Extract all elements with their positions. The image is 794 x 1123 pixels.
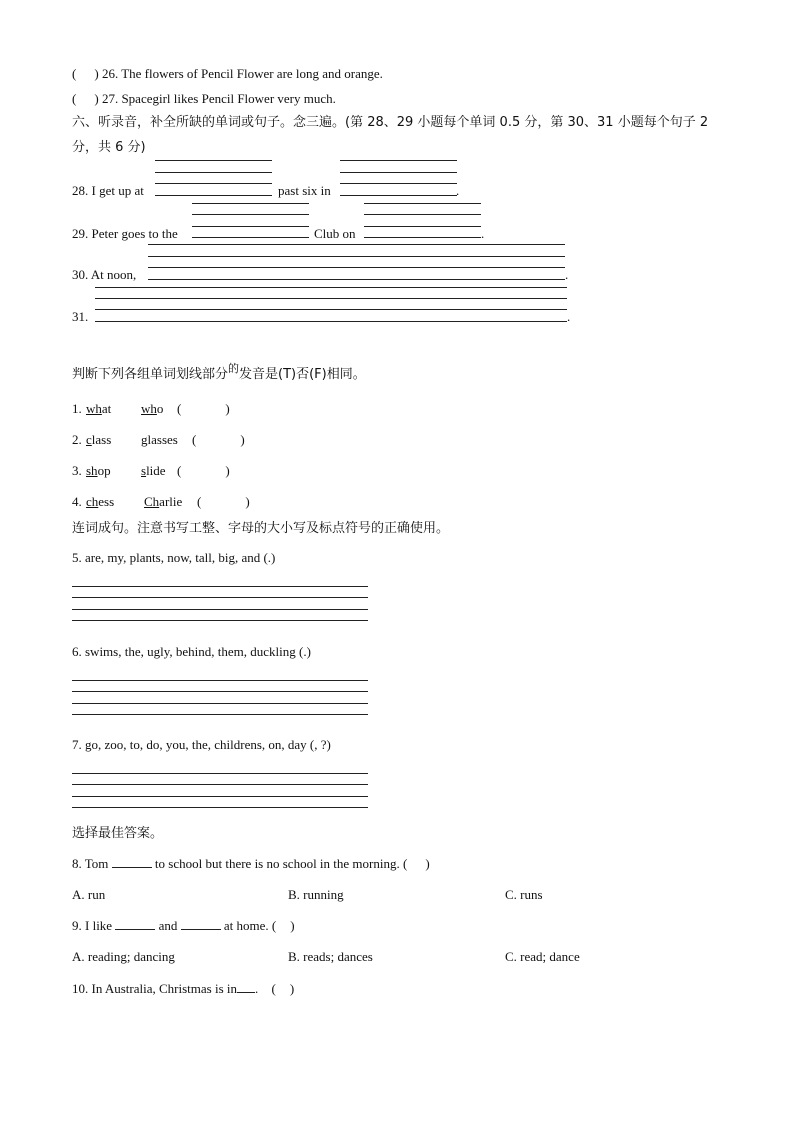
q28-text-b: past six in [278,183,331,198]
answer-line[interactable] [340,195,457,196]
answer-line[interactable] [95,298,567,299]
answer-line[interactable] [148,244,565,245]
q30-period: . [565,267,569,282]
choice-q8: 8. Tom to school but there is no school in the morning. ( ) [72,856,430,871]
choice-q9-option-b[interactable]: B. reads; dances [288,949,373,964]
answer-line[interactable] [192,226,309,227]
answer-line[interactable] [155,172,272,173]
answer-line[interactable] [340,183,457,184]
writing-line[interactable] [72,691,368,692]
answer-paren[interactable]: ( ) [197,494,250,509]
blank-line[interactable] [181,919,221,930]
choice-q8-option-a[interactable]: A. run [72,887,106,902]
writing-line[interactable] [72,680,368,681]
choice-q9: 9. I like and at home. ( ) [72,918,295,933]
answer-line[interactable] [95,321,567,322]
phonics-item-2: 2. class glasses ( ) [72,432,245,447]
answer-line[interactable] [155,195,272,196]
reorder-item-5: 5. are, my, plants, now, tall, big, and (.) [72,550,276,565]
q29-text-b: Club on [314,226,356,241]
phonics-item-1: 1. what who ( ) [72,401,230,416]
choice-q9-option-a[interactable]: A. reading; dancing [72,949,175,964]
phonics-item-4: 4. chess Charlie ( ) [72,494,250,509]
section6-heading-line2: 分，共 6 分) [72,140,146,155]
blank-line[interactable] [112,857,152,868]
tf-question-text: 26. The flowers of Pencil Flower are long and orange. [101,66,383,81]
writing-line[interactable] [72,784,368,785]
writing-line[interactable] [72,714,368,715]
section6-heading-line1: 六、听录音，补全所缺的单词或句子。念三遍。(第 28、29 小题每个单词 0.5 分，第 30、31 小题每个句子 2 [72,115,709,130]
answer-paren-open[interactable]: ( [72,66,77,81]
writing-line[interactable] [72,807,368,808]
answer-line[interactable] [148,279,565,280]
answer-line[interactable] [148,256,565,257]
q29-text-a: 29. Peter goes to the [72,226,178,241]
answer-paren[interactable]: ( ) [177,401,230,416]
answer-paren[interactable]: ( ) [192,432,245,447]
answer-line[interactable] [95,309,567,310]
phonics-item-3: 3. shop slide ( ) [72,463,230,478]
blank-line[interactable] [237,982,255,993]
answer-paren-close: ) [94,66,99,81]
writing-line[interactable] [72,796,368,797]
q28-period: . [456,183,460,198]
answer-line[interactable] [364,214,481,215]
writing-line[interactable] [72,620,368,621]
blank-line[interactable] [115,919,155,930]
choice-q8-option-b[interactable]: B. running [288,887,344,902]
writing-line[interactable] [72,773,368,774]
answer-line[interactable] [340,172,457,173]
q29-period: . [481,226,485,241]
answer-line[interactable] [155,160,272,161]
tf-question-text: 27. Spacegirl likes Pencil Flower very much. [101,91,336,106]
answer-line[interactable] [155,183,272,184]
reorder-item-6: 6. swims, the, ugly, behind, them, duckling (.) [72,644,311,659]
choice-q10: 10. In Australia, Christmas is in . ( ) [72,981,295,996]
answer-paren-close: ) [94,91,99,106]
choice-q8-option-c[interactable]: C. runs [505,887,543,902]
answer-line[interactable] [192,214,309,215]
writing-line[interactable] [72,597,368,598]
answer-paren-open[interactable]: ( [72,91,77,106]
q28-text-a: 28. I get up at [72,183,144,198]
answer-line[interactable] [364,226,481,227]
phonics-title: 判断下列各组单词划线部分$^的$发音是(T)否(F)相同。 [72,362,366,382]
writing-line[interactable] [72,703,368,704]
tf-item-27 [72,91,336,107]
answer-line[interactable] [192,237,309,238]
answer-line[interactable] [95,287,567,288]
choice-q9-option-c[interactable]: C. read; dance [505,949,580,964]
tf-item-26 [72,66,383,82]
answer-line[interactable] [148,267,565,268]
q31-text: 31. [72,309,89,324]
writing-line[interactable] [72,586,368,587]
q31-period: . [567,309,571,324]
answer-line[interactable] [340,160,457,161]
q30-text: 30. At noon, [72,267,137,282]
writing-line[interactable] [72,609,368,610]
answer-line[interactable] [192,203,309,204]
reorder-title: 连词成句。注意书写工整、字母的大小写及标点符号的正确使用。 [72,521,450,536]
reorder-item-7: 7. go, zoo, to, do, you, the, childrens, on, day (, ?) [72,737,331,752]
answer-line[interactable] [364,237,481,238]
answer-line[interactable] [364,203,481,204]
answer-paren[interactable]: ( ) [177,463,230,478]
choice-title: 选择最佳答案。 [72,826,164,841]
